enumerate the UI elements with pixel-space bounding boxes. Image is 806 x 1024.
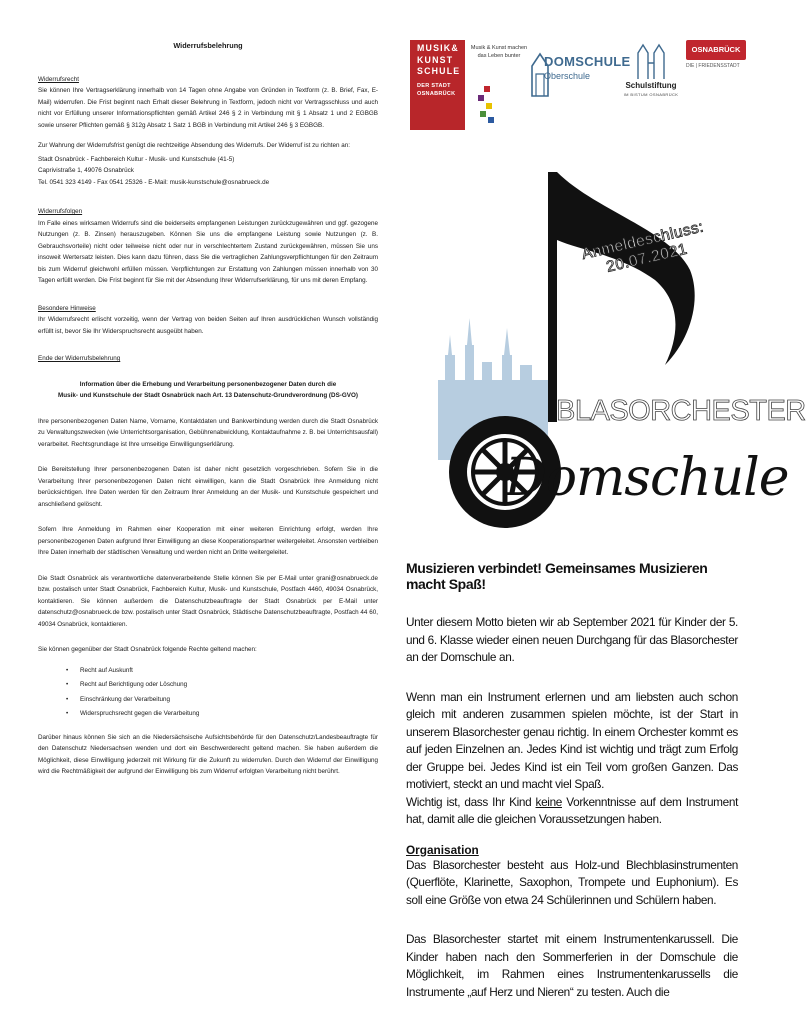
section-heading-end: Ende der Widerrufsbelehrung bbox=[38, 355, 121, 362]
list-item: • Recht auf Berichtigung oder Löschung bbox=[66, 679, 378, 691]
body-text: Wenn man ein Instrument erlernen und am liebsten auch schon gleich mit anderen zusammen spielen möchte, ist der Start in unserem Blasorchester genau richtig. In einem Orchester kommt es auf jeden Einzelnen an. Jedes Kind ist wichtig und trägt zum Erfolg der Gruppe bei. Jedes Kind ist ein Teil vom großen Ganzen. Das motiviert, steckt an und macht viel Spaß. bbox=[406, 689, 738, 791]
body-text: Wichtig ist, dass Ihr Kind bbox=[406, 794, 536, 809]
section-heading-right: Widerrufsrecht bbox=[38, 75, 79, 83]
privacy-paragraph: Ihre personenbezogenen Daten Name, Vorname, Kontaktdaten und Bankverbindung werden durch die Stadt Osnabrück zu Verwaltungszwecken (wie Unterrichtsorganisation, Gebührenabwicklung, Kontaktaufnahme z. B. bei Unterrichtsausfall) verarbeitet. Rechtsgrundlage ist Ihre umseitige Einwilligungserklärung. bbox=[38, 417, 378, 448]
logo-text: IM BISTUM OSNABRÜCK bbox=[623, 92, 679, 97]
list-item: • Recht auf Auskunft bbox=[66, 665, 378, 677]
carousel-paragraph: Das Blasorchester startet mit einem Instrumentenkarussell. Die Kinder haben nach den Sommerferien in der Domschule die Möglichkeit, im Rahmen eines Instrumentenkarussells die Instrumente „auf Herz und Nieren“ zu testen. Auch die bbox=[406, 932, 738, 999]
domschule-script-title: Domschule bbox=[505, 448, 789, 508]
logo-text: OSNABRÜCK bbox=[417, 90, 456, 97]
privacy-paragraph: Die Stadt Osnabrück als verantwortliche datenverarbeitende Stelle können Sie per E-Mail unter grani@osnabrueck.de bzw. postalisch unter Stadt Osnabrück, Fachbereich Kultur, Musik- und Kunstschule, Postfach 4460, 49034 Osnabrück, kontaktieren. Sie können außerdem die Datenschutzbeauftragte der Stadt Osnabrück per E-Mail unter datenschutz@osnabrueck.de bzw. postalisch unter Stadt Osnabrück, Städtische Datenschutzbeauftragte, Postfach 44 60, 49034 Osnabrück, kontaktieren. bbox=[38, 574, 378, 628]
section-text-address-intro: Zur Wahrung der Widerrufsfrist genügt die rechtzeitige Absendung des Widerrufs. Der Widerruf ist zu richten an: bbox=[38, 142, 350, 149]
domschule-logo bbox=[530, 50, 631, 100]
privacy-title-line: Musik- und Kunstschule der Stadt Osnabrück nach Art. 13 Datenschutz-Grundverordnung (DS-GVO) bbox=[58, 392, 358, 399]
revocation-column bbox=[38, 40, 378, 787]
list-item: • Einschränkung der Verarbeitung bbox=[66, 694, 378, 706]
body-text: Vorkenntnisse auf dem Instrument hat, damit alle die gleichen Voraussetzungen haben. bbox=[406, 794, 738, 826]
logo-tagline: Musik & Kunst machen das Leben bunter bbox=[470, 45, 528, 59]
info-column bbox=[406, 560, 738, 1023]
schulstiftung-logo bbox=[622, 43, 680, 103]
logo-text: DOMSCHULE bbox=[544, 54, 631, 69]
logo-text: KUNST bbox=[417, 54, 454, 65]
logo-text: Schulstiftung bbox=[625, 81, 677, 90]
address-line: Tel. 0541 323 4149 - Fax 0541 25326 - E-Mail: musik-kunstschule@osnabrueck.de bbox=[38, 178, 270, 186]
musik-kunstschule-logo bbox=[410, 40, 465, 130]
revocation-title: Widerrufsbelehrung bbox=[173, 41, 243, 50]
privacy-paragraph: Sofern Ihre Anmeldung im Rahmen einer Kooperation mit einer weiteren Einrichtung erfolgt, werden Ihre personenbezogenen Daten aufgrund Ihrer Einwilligung an diese Kooperationspartner weitergeleitet. Ansonsten verbleiben Ihre Daten innerhalb der städtischen Verwaltung und werden nicht an Dritte weitergeleitet. bbox=[38, 526, 378, 556]
logo-text: Oberschule bbox=[544, 71, 591, 81]
address-block bbox=[38, 154, 378, 189]
logo-text: DER STADT bbox=[417, 82, 451, 89]
osnabrueck-tagline: DIE | FRIEDENSSTADT bbox=[686, 63, 740, 69]
osnabrueck-logo: OSNABRÜCK bbox=[686, 40, 746, 60]
section-heading-notes: Besondere Hinweise bbox=[38, 304, 96, 312]
privacy-title-line: Information über die Erhebung und Verarbeitung personenbezogener Daten durch die bbox=[79, 380, 337, 388]
address-line: Stadt Osnabrück - Fachbereich Kultur - Musik- und Kunstschule (41-5) bbox=[38, 155, 235, 163]
section-text-right: Sie können Ihre Vertragserklärung innerhalb von 14 Tagen ohne Angabe von Gründen in Textform (z. B. Brief, Fax, E-Mail) widerrufen. Die Frist beginnt nach Erhalt dieser Belehrung in Textform, jedoch nicht vor Vertragsschluss und auch nicht vor Erfüllung unserer Informationspflichten gemäß Artikel 246 § 2 in Verbindung mit § 1 Absatz 1 und 2 EGBGB sowie unserer Pflichten gemäß § 312g Absatz 1 Satz 1 BGB in Verbindung mit Artikel 246 § 3 EGBGB. bbox=[38, 87, 378, 129]
note-stem bbox=[548, 172, 557, 422]
logo-text: SCHULE bbox=[417, 66, 461, 76]
section-heading-consequences: Widerrufsfolgen bbox=[38, 208, 83, 215]
organisation-heading: Organisation bbox=[406, 842, 479, 857]
section-text-consequences: Im Falle eines wirksamen Widerrufs sind die beiderseits empfangenen Leistungen zurückzugewähren und ggf. gezogene Nutzungen (z. B. Zinsen) herauszugeben. Können Sie uns die empfangene Leistung sowie Nutzungen (z. B. Gebrauchsvorteile) nicht oder teilweise nicht oder nur in verschlechtertem Zustand zurückgewähren, müssen Sie uns insoweit Wertersatz leisten. Dies kann dazu führen, dass Sie die vertraglichen Zahlungsverpflichtungen für den Zeitraum bis zum Widerruf gleichwohl erfüllen müssen. Verpflichtungen zur Erstattung von Zahlungen müssen innerhalb von 30 Tagen erfüllt werden. Die Frist beginnt für Sie mit der Absendung Ihrer Widerrufserklärung, für uns mit deren Empfang. bbox=[38, 219, 378, 284]
privacy-title bbox=[38, 379, 378, 402]
registration-deadline: Anmeldeschluss: 20.07.2021 bbox=[580, 218, 706, 276]
emphasis-text: keine bbox=[535, 794, 562, 809]
rights-list bbox=[38, 665, 378, 720]
logo-text: MUSIK& bbox=[417, 43, 459, 53]
headline: Musizieren verbindet! Gemeinsames Musizieren macht Spaß! bbox=[406, 560, 708, 592]
privacy-paragraph: Die Bereitstellung Ihrer personenbezogenen Daten ist daher nicht gesetzlich vorgeschrieben. Sofern Sie in die Verarbeitung Ihrer personenbezogenen Daten nicht einwilligen, kann die Stadt Osnabrück Ihre Anmeldung nicht berücksichtigen. Ihre Daten werden für den Zeitraum Ihrer Anmeldung an der Musik- und Kunstschule gespeichert und anschließend gelöscht. bbox=[38, 466, 378, 508]
organisation-paragraph: Das Blasorchester besteht aus Holz-und Blechblasinstrumenten (Querflöte, Klarinette, Saxophon, Trompete und Euphonium). Es soll eine Größe von etwa 24 Schülerinnen und Schülern haben. bbox=[406, 857, 738, 907]
privacy-paragraph: Sie können gegenüber der Stadt Osnabrück folgende Rechte geltend machen: bbox=[38, 646, 257, 653]
color-squares-icon bbox=[478, 86, 498, 126]
body-paragraph bbox=[406, 689, 738, 829]
cathedral-icon bbox=[634, 43, 668, 79]
privacy-paragraph: Darüber hinaus können Sie sich an die Niedersächsische Aufsichtsbehörde für den Datenschutz/Landesbeauftragte für den Datenschutz Niedersachsen wenden und dort ein Beschwerderecht geltend machen. Sie haben außerdem die Möglichkeit, diese Einwilligung jederzeit mit Wirkung für die Zukunft zu widerrufen. Durch den Widerruf der Einwilligung wird die Rechtmäßigkeit der aufgrund der Einwilligung bis zum Widerruf erfolgten Verarbeitung nicht berührt. bbox=[38, 733, 378, 775]
list-item: • Widerspruchsrecht gegen die Verarbeitung bbox=[66, 708, 378, 720]
section-text-notes: Ihr Widerrufsrecht erlischt vorzeitig, wenn der Vertrag von beiden Seiten auf Ihren ausdrücklichen Wunsch vollständig erfüllt ist, bevor Sie Ihr Widerspruchsrecht ausgeübt haben. bbox=[38, 316, 378, 335]
blasorchester-title: BLASORCHESTER bbox=[556, 395, 806, 427]
intro-paragraph: Unter diesem Motto bieten wir ab September 2021 für Kinder der 5. und 6. Klasse wieder einen neuen Durchgang für das Blasorchester an der Domschule an. bbox=[406, 615, 738, 664]
address-line: Caprivistraße 1, 49076 Osnabrück bbox=[38, 167, 134, 174]
